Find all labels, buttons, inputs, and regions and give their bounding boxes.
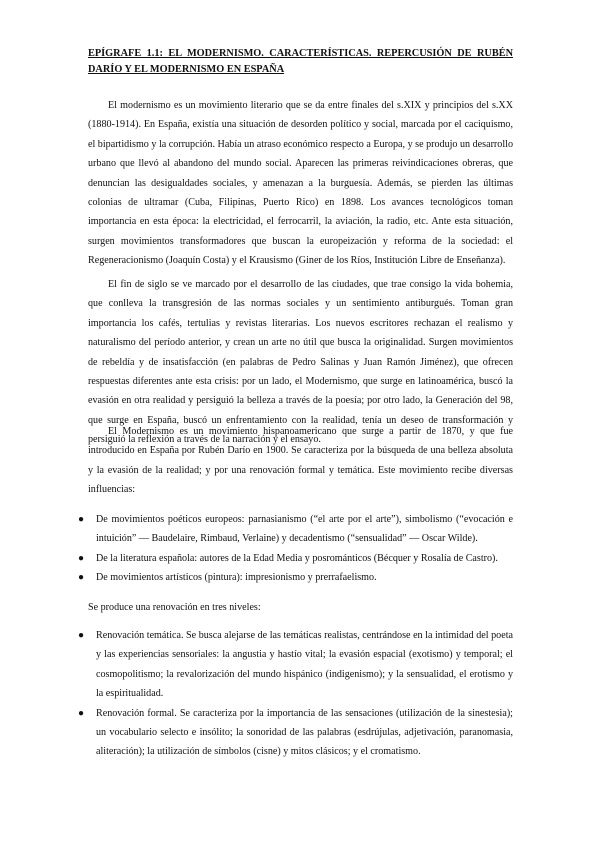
paragraph-fin-de-siglo: El fin de siglo se ve marcado por el desarrollo de las ciudades, que trae consigo la vida bohemia, que conlleva la transgresión de las normas sociales y un sentimiento antiburgués. Toman gran importancia los cafés, tertulias y revistas literarias. Los nuevos escritores rechazan el realismo y naturalismo del período anterior, y crean un arte no útil que busca la originalidad. Surgen movimientos de rebeldía y de insatisfacción (en palabras de Pedro Salinas y Juan Ramón Jiménez), que ofrecen respuestas diferentes ante esta crisis: por un lado, el Modernismo, que surge en latinoamérica, buscó la evasión en otra realidad y persiguió la belleza a través de la poesía; por otro lado, la Generación del 98, que surge en España, buscó un enfrentamiento con la realidad, tenía un deseo de transformación y persiguió la reflexión a través de la narración y el ensayo. (88, 279, 513, 446)
bullet-icon: ● (78, 707, 85, 719)
list-item (78, 510, 513, 549)
list-item-text: De movimientos artísticos (pintura): impresionismo y prerrafaelismo. (96, 572, 377, 584)
list-item (78, 568, 513, 587)
list-item (78, 704, 513, 762)
list-item-text: Renovación formal. Se caracteriza por la importancia de las sensaciones (utilización de la sinestesia); un vocabulario selecto e insólito; la sonoridad de las palabras (esdrújulas, adjetivación, paranomasia, aliteración); la utilización de símbolos (cisne) y mitos clásicos; y el cromatismo. (96, 707, 513, 758)
list-item (78, 626, 513, 704)
list-item-text: De movimientos poéticos europeos: parnasianismo (“el arte por el arte”), simbolismo (“evocación e intuición” — Baudelaire, Rimbaud, Verlaine) y decadentismo (“sensualidad” — Oscar Wilde). (96, 514, 513, 545)
levels-intro: Se produce una renovación en tres niveles: (88, 602, 261, 613)
bullet-icon: ● (78, 572, 85, 584)
document-title: EPÍGRAFE 1.1: EL MODERNISMO. CARACTERÍSTICAS. REPERCUSIÓN DE RUBÉN DARÍO Y EL MODERNISMO EN ESPAÑA (88, 48, 513, 75)
bullet-icon: ● (78, 630, 85, 641)
bullet-icon: ● (78, 514, 85, 525)
list-item (78, 549, 513, 568)
levels-list (78, 626, 513, 762)
list-item-text: Renovación temática. Se busca alejarse de las temáticas realistas, centrándose en la intimidad del poeta y las experiencias sensoriales: la angustia y hastío vital; la evasión espacial (exotismo) y temporal; el cosmopolitismo; la revalorización del mundo hispánico (indigenismo); y la sensualidad, el erotismo y la espiritualidad. (96, 630, 513, 700)
paragraph-modernismo: El Modernismo es un movimiento hispanoamericano que surge a partir de 1870, y que fue introducido en España por Rubén Darío en 1900. Se caracteriza por la búsqueda de una belleza absoluta y la evasión de la realidad; y por una renovación formal y temática. Este movimiento recibe diversas influencias: (88, 426, 513, 496)
list-item-text: De la literatura española: autores de la Edad Media y posrománticos (Bécquer y Rosalía de Castro). (96, 552, 498, 564)
paragraph-context: El modernismo es un movimiento literario que se da entre finales del s.XIX y principios del s.XX (1880-1914). En España, existía una situación de desorden político y social, marcada por el caciquismo, el bipartidismo y la corrupción. Había un atraso económico respecto a Europa, y se produjo un desarrollo urbano que llevó al abandono del mundo social. Aparecen las primeras reivindicaciones obreras, que denuncian las desigualdades sociales, y amenazan a la burguesía. Además, se pierden las últimas colonias de ultramar (Cuba, Filipinas, Puerto Rico) en 1898. Los avances tecnológicos toman importancia en esta época: la electricidad, el ferrocarril, la aviación, la radio, etc. Ante esta situación, surgen movimientos transformadores que buscan la europeización y reforma de la sociedad: el Regeneracionismo (Joaquín Costa) y el Krausismo (Giner de los Ríos, Institución Libre de Enseñanza). (88, 100, 513, 267)
influences-list (78, 510, 513, 588)
bullet-icon: ● (78, 552, 85, 564)
